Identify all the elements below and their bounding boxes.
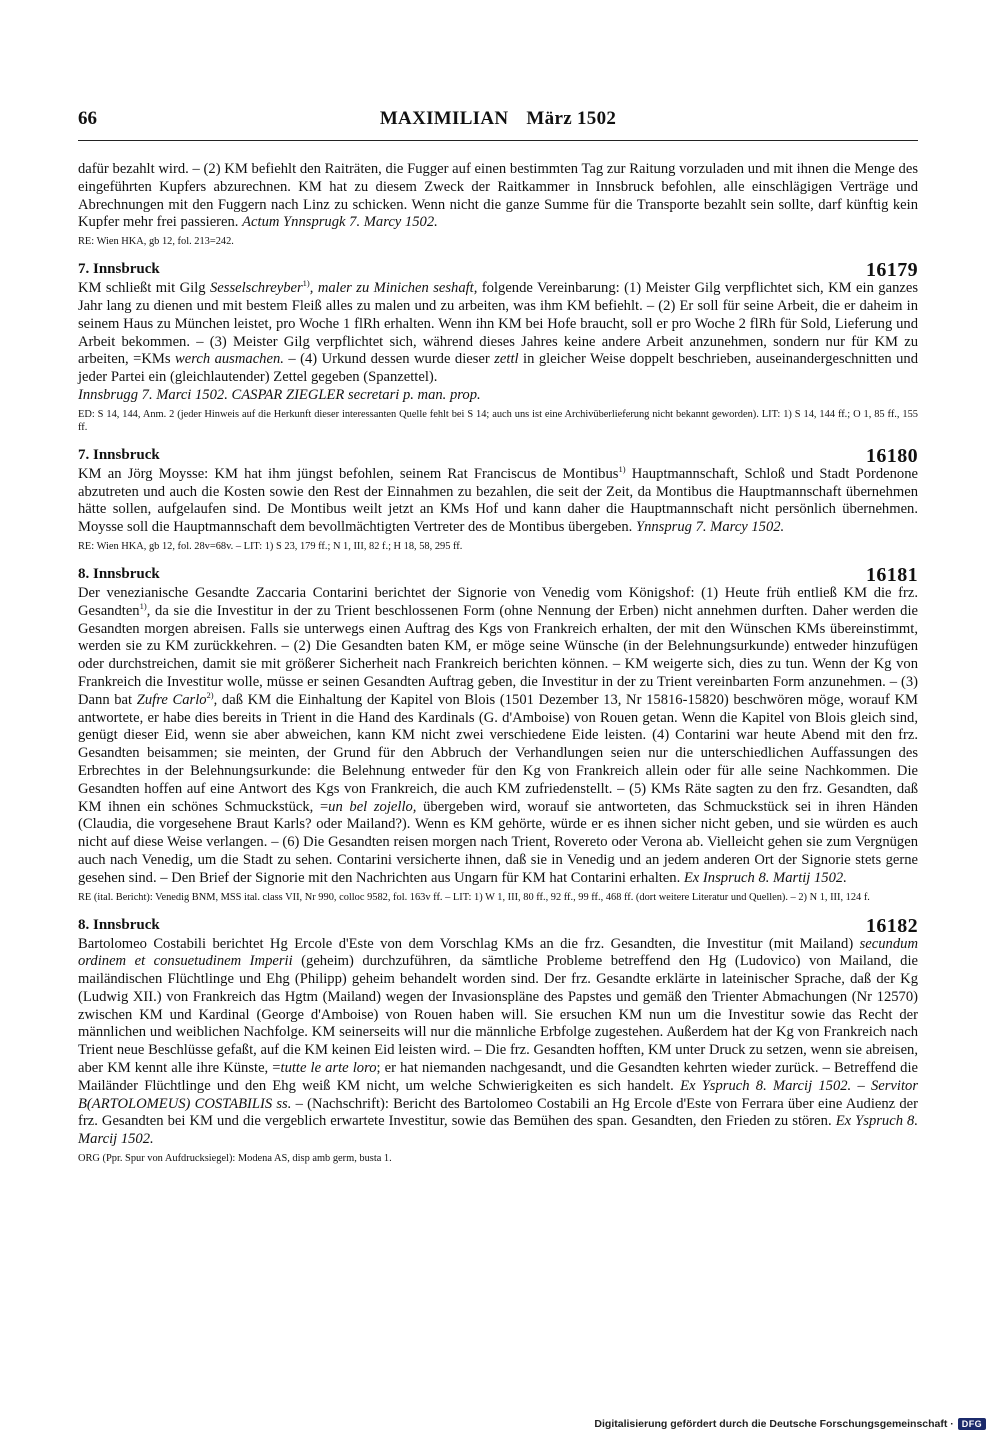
footnote-ref: 1) [618,463,626,474]
intro-source: RE: Wien HKA, gb 12, fol. 213=242. [78,236,234,248]
entry-text [78,280,918,405]
entry-text [78,936,918,1150]
entry-place-date: 7. Innsbruck [78,446,160,463]
text-run: ; er hat niemanden nachgesandt, und die Gesandten kehrten wieder zurück. – Betreffend die Mailänder Flüchtlinge und den Ehg weiß KM nicht, um welche Schwierigkeiten es sich handelt. [78,1060,918,1094]
footnote-ref: 1) [302,278,310,289]
intro-continuation [78,161,918,248]
footnote-ref: 2) [206,689,214,700]
text-run: , da sie die Investitur in der zu Trient beschlossenen Form (ohne Nennung der Erben) nicht annehmen durften. Daher werden die Gesandten morgen abreisen. Falls sie unterwegs einen Auftrag des Kgs von Frankreich erhalten, der mit den Wünschen KMs übereinstimmt, werden sie zu KM zurückkehren. – (2) Die Gesandten baten KM, er möge seine Wünsche (in der Belehnungsurkunde) entweder hinzufügen oder durchstreichen, damit sie mit größerer Sicherheit nach Frankreich berichten können. – KM weigerte sich, dies zu tun. Wenn der Kg von Frankreich die Investitur wolle, müsse er seinen Gesandten Auftrag geben, die Investitur in der zu Trient vereinbarten Form anzunehmen. – (3) Dann bat [78,602,918,708]
text-run: , daß KM die Einhaltung der Kapitel von Blois (1501 Dezember 13, Nr 15816-15820) beschwören möge, worauf KM antwortete, er habe dies bereits in Trient in die Hand des Kardinals (G. d'Amboise) von Rouen getan. Wenn die Kapitel von Blois gleich sind, genügt dieser Eid, wenn sie aber abweichen, kann KM nicht zwei verschiedene Eide leisten. (4) Contarini war heute Abend mit den frz. Gesandten beisammen; sie meinten, der Grund für den Abbruch der Verhandlungen seien nur die unterschiedlichen Auffassungen des Erbrechtes in der Belehnungsurkunde: die Belehnung entweder für den Kg von Frankreich allein oder für alle seine Nachkommen. Die Gesandten hoffen auf eine Antwort des Kgs von Frankreich, die auch KM zufriedenstellt. – (5) KMs Räte sagten zu den frz. Gesandten, daß KM ihnen ein schönes Schmuckstück, = [78,691,919,815]
text-run: KM schließt mit Gilg [78,280,206,297]
closing-formula: Innsbrugg 7. Marci 1502. CASPAR ZIEGLER secretari p. man. prop. [78,386,481,403]
italic-run: werch ausmachen. [175,351,284,368]
footnote-ref: 1) [139,600,147,611]
regest-entry-16180 [78,446,918,553]
text-run: – (Nachschrift): Bericht des Bartolomeo Costabili an Hg Ercole d'Este von Ferrara über eine Audienz der frz. Gesandten bei KM und die vergeblich erwartete Investitur, sowie das Bemühen des span. Gesandten, den Frieden zu stören. [78,1095,918,1130]
closing-formula: Ynnsprug 7. Marcy 1502. [635,519,785,536]
closing-formula: Ex Inspruch 8. Martij 1502. [683,869,847,886]
entry-source: ORG (Ppr. Spur von Aufdrucksiegel): Modena AS, disp amb germ, busta 1. [78,1153,392,1165]
text-run: – (4) Urkund dessen wurde dieser [283,351,490,368]
page-number: 66 [78,108,97,129]
entry-source: RE: Wien HKA, gb 12, fol. 28v=68v. – LIT: 1) S 23, 179 ff.; N 1, III, 82 f.; H 18, 58, 295 ff. [78,540,463,552]
running-title-date: März 1502 [526,108,617,129]
intro-body: dafür bezahlt wird. – (2) KM befiehlt den Raiträten, die Fugger auf einen bestimmten Tag zur Raitung vorzuladen und mit ihnen die Menge des eingeführten Kupfers abzurechnen. KM hat zu diesem Zweck der Raitkammer in Innsbruck befohlen, alle einschlägigen Verträge und Abrechnungen mit den Fuggern nach Linz zu schicken. Wenn nicht die ganze Summe für die Transporte bezahlt sein sollte, darf künftig kein Kupfer mehr frei passieren. [78,161,918,231]
funding-note: Digitalisierung gefördert durch die Deutsche Forschungsgemeinschaft · [594,1418,954,1430]
text-run: (geheim) durchzuführen, da sämtliche Probleme betreffend den Hg (Ludovico) von Mailand, die mailändischen Flüchtlinge und Ehg (Philipp) geheim behandelt worden sind. Der frz. Gesandte erklärte in lateinischer Sprache, daß der Kg (Ludwig XII.) von Frankreich das Hgtm (Mailand) wegen der Invasionspläne des Papstes und gemäß den Trienter Abmachungen (Nr 12570) zwischen KM und Kardinal (George d'Amboise) von Rouen haben will. Sie ersuchen KM nun um die Investitur sowie das Recht der männlichen und weiblichen Nachfolge. KM seinerseits will nur die männliche Erbfolge zugestehen. Außerdem hat der Kg von Frankreich nach Trient neue Beschlüsse gefaßt, auf die KM keinen Eid leisten wird. – Die frz. Gesandten hofften, KM unter Druck zu setzen, wenn sie abreisen, aber KM kennt alle ihre Künste, = [78,953,918,1077]
entry-heading [78,565,918,585]
entry-place-date: 7. Innsbruck [78,261,160,278]
italic-run: tutte le arte loro [280,1060,377,1077]
italic-run: Zufre Carlo [136,691,207,708]
italic-run: secundum ordinem et consuetudinem Imperii [78,935,918,970]
italic-run: un bel zojello, [328,798,417,815]
funding-footer [594,1418,986,1430]
document-page [78,104,918,1165]
entry-text [78,585,918,888]
entry-source: RE (ital. Bericht): Venedig BNM, MSS ital. class VII, Nr 990, colloc 9582, fol. 163v ff. – LIT: 1) W 1, III, 80 ff., 92 ff., 99 ff., 468 ff. (dort weitere Literatur und Quellen). – 2) N 1, III, 124 f. [78,891,870,903]
dfg-logo-icon: DFG [958,1418,986,1430]
entry-number: 16180 [866,444,918,467]
entry-heading [78,916,918,936]
italic-run: Sesselschreyber [209,280,303,297]
entry-heading [78,260,918,280]
closing-formula: Ex Yspruch 8. Marcij 1502. [78,1113,919,1148]
entry-source: ED: S 14, 144, Anm. 2 (jeder Hinweis auf die Herkunft dieser interessanten Quelle fehlt bei S 14; auch uns ist eine Archivüberlieferung nicht bekannt geworden). LIT: 1) S 14, 144 ff.; O 1, 85 ff., 155 ff. [78,408,918,433]
italic-run: zettl [494,351,519,368]
text-run: KM an Jörg Moysse: KM hat ihm jüngst befohlen, seinem Rat Franciscus de Montibus [78,465,619,482]
text-run: folgende Vereinbarung: (1) Meister Gilg verpflichtet sich, KM ein ganzes Jahr lang zu dienen und mit bestem Fleiß alles zu malen und zu arbeiten, was ihm KM befiehlt. – (2) Er soll für seine Arbeit, die er daheim in seinem Haus zu München leistet, pro Woche 1 flRh erhalten. Wenn ihn KM bei Hofe braucht, soll er pro Woche 2 flRh für Sold, Lieferung und Arbeit bekommen. – (3) Meister Gilg verpflichtet sich, während dieses Jahres keine andere Arbeit anzunehmen, sondern nur für KM zu arbeiten, =KMs [78,280,918,368]
entry-number: 16181 [866,564,918,587]
entry-number: 16182 [866,914,918,937]
running-title [78,110,918,128]
intro-text [78,161,918,232]
entry-number: 16179 [866,259,918,282]
entry-place-date: 8. Innsbruck [78,916,160,933]
closing-formula: Ex Yspruch 8. Marcij 1502. – Servitor B(ARTOLOMEUS) COSTABILIS ss. [78,1077,918,1112]
entry-text [78,463,918,537]
entry-heading [78,446,918,466]
page-header [78,104,918,141]
text-run: in gleicher Weise doppelt beschrieben, auseinandergeschnitten und jeder Partei ein (gleichlautender) Zettel gegeben (Spanzettel). [78,351,919,386]
intro-closing: Actum Ynnsprugk 7. Marcy 1502. [242,214,438,231]
entry-place-date: 8. Innsbruck [78,566,160,583]
regest-entry-16182 [78,916,918,1166]
text-run: Hauptmannschaft, Schloß und Stadt Pordenone abzutreten und auch die Kosten sowie den Rest der Einnahmen zu bezahlen, die seit der Zeit, da Montibus die Hauptmannschaft übernehmen hätte sollen, aufgelaufen sind. De Montibus weilt jetzt an KMs Hof und kann daher die Hauptmannschaft nicht persönlich übernehmen. Moysse soll die Hauptmannschaft dem bevollmächtigten Vertreter des de Montibus übergeben. [78,465,918,536]
text-run: Bartolomeo Costabili berichtet Hg Ercole d'Este von dem Vorschlag KMs an die frz. Gesandten, die Investitur (mit Mailand) [78,935,854,952]
text-run: Der venezianische Gesandte Zaccaria Contarini berichtet der Signorie von Venedig vom Königshof: (1) Heute früh entließ KM die frz. Gesandten [78,584,918,619]
running-title-name: MAXIMILIAN [379,108,509,129]
regest-entry-16179 [78,260,918,434]
regest-entry-16181 [78,565,918,904]
italic-run: , maler zu Minichen seshaft, [309,280,478,297]
text-run: übergeben wird, worauf sie antworteten, das Schmuckstück sei in ihren Händen (Claudia, die vorgesehene Braut Karls? oder Mailand?). Wenn es KM gehörte, würde er es ihnen sicher nicht geben, und sie würden es auch nicht auf diese Weise verlangen. – (6) Die Gesandten reisen morgen nach Trient, Rovereto oder Verona ab. Vielleicht gehen sie zum Vergnügen auch nach Venedig, um die Stadt zu sehen. Contarini versicherte ihnen, daß sie in Venedig und an jedem anderen Ort der Signorie stets gerne gesehen sind. – Den Brief der Signorie mit den Nachrichten aus Ungarn für KM hat Contarini erhalten. [78,798,918,886]
